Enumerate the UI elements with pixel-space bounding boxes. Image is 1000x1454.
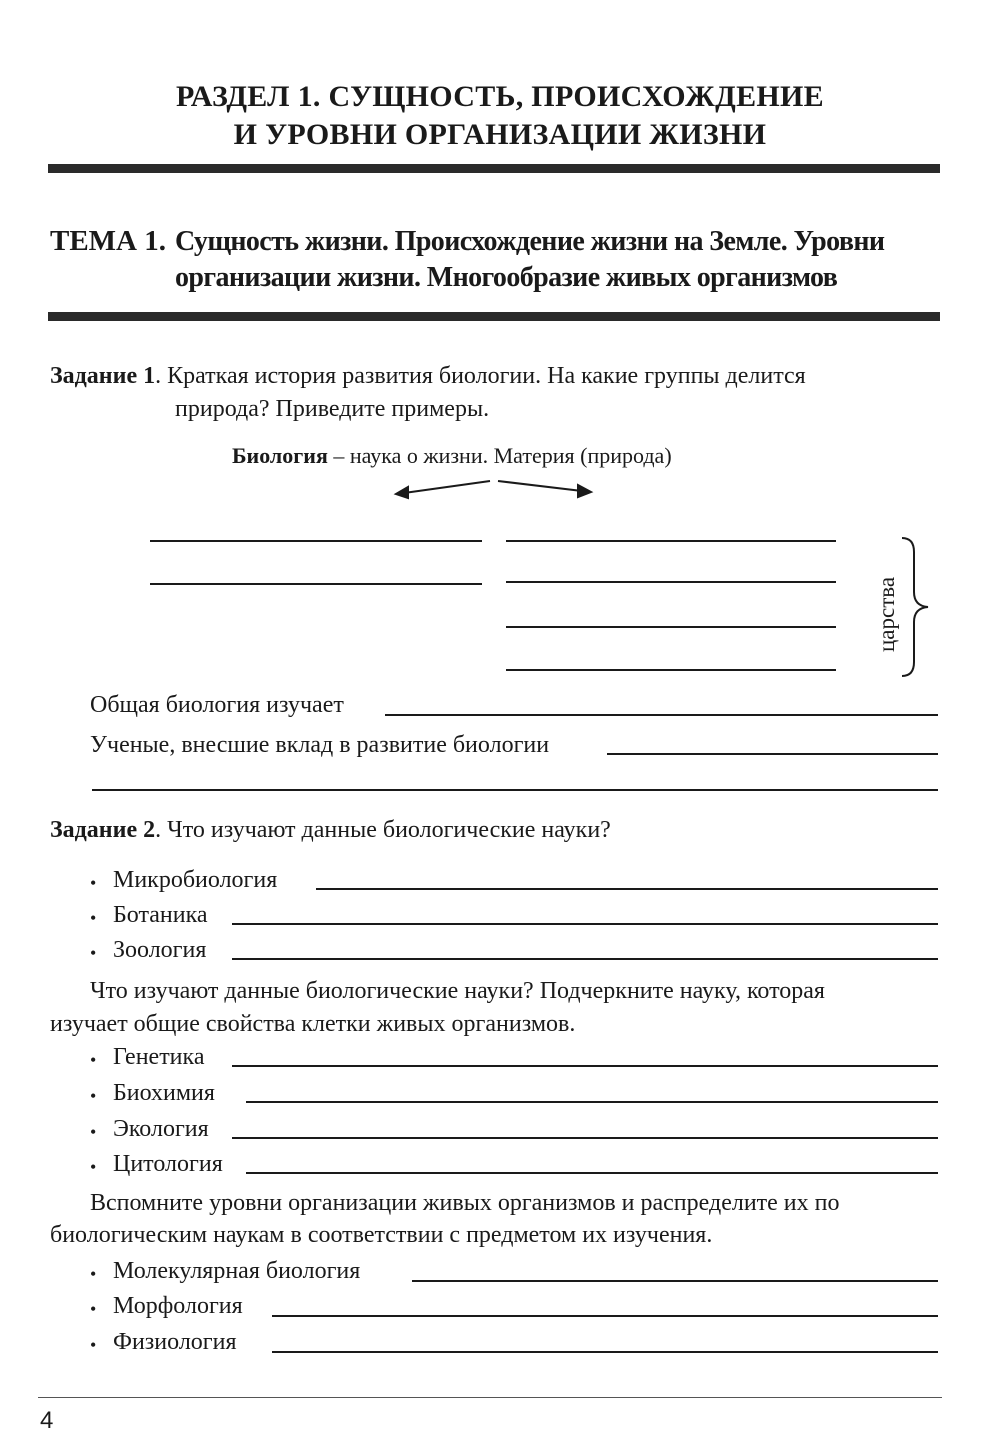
topic-title-line2: организации жизни. Многообразие живых организмов (175, 262, 838, 293)
footer-divider (38, 1397, 942, 1398)
bullet-icon: • (90, 1299, 97, 1319)
section-title-line2: И УРОВНИ ОРГАНИЗАЦИИ ЖИЗНИ (233, 118, 767, 151)
answer-line[interactable] (506, 669, 836, 671)
science-botany: Ботаника (113, 902, 208, 928)
task2-label: Задание 2 (50, 817, 156, 843)
answer-line[interactable] (232, 958, 938, 960)
answer-line[interactable] (232, 1137, 938, 1139)
arrow-left-shaft (404, 481, 490, 493)
bullet-icon: • (90, 1335, 97, 1355)
answer-line[interactable] (506, 581, 836, 583)
arrows-diagram (390, 474, 600, 502)
answer-line[interactable] (506, 626, 836, 628)
bullet-icon: • (90, 1264, 97, 1284)
section-title-line1: РАЗДЕЛ 1. СУЩНОСТЬ, ПРОИСХОЖДЕНИЕ (176, 80, 824, 113)
answer-line[interactable] (150, 583, 482, 585)
task1-label: Задание 1 (50, 363, 156, 389)
science-ecology: Экология (113, 1116, 209, 1142)
curly-brace (898, 536, 932, 678)
answer-line[interactable] (506, 540, 836, 542)
bullet-icon: • (90, 873, 97, 893)
topic-title-line1: Сущность жизни. Происхождение жизни на Земле. Уровни (175, 226, 885, 257)
biology-term: Биология (232, 443, 328, 468)
science-cytology: Цитология (113, 1151, 223, 1177)
answer-line[interactable] (412, 1280, 938, 1282)
science-molecular-biology: Молекулярная биология (113, 1258, 361, 1284)
bullet-icon: • (90, 943, 97, 963)
answer-line[interactable] (272, 1351, 938, 1353)
task2-question: . Что изучают данные биологические науки? (155, 817, 611, 843)
bullet-icon: • (90, 1086, 97, 1106)
general-biology-label: Общая биология изучает (90, 692, 344, 718)
biology-definition-text: – наука о жизни. Материя (природа) (327, 443, 672, 468)
arrow-left-head (396, 487, 408, 498)
task1-question: . Краткая история развития биологии. На какие группы делится (155, 363, 806, 389)
page-number: 4 (40, 1407, 54, 1434)
answer-line[interactable] (232, 1065, 938, 1067)
bullet-icon: • (90, 1050, 97, 1070)
science-biochemistry: Биохимия (113, 1080, 215, 1106)
science-physiology: Физиология (113, 1329, 237, 1355)
science-morphology: Морфология (113, 1293, 243, 1319)
answer-line[interactable] (316, 888, 938, 890)
answer-line[interactable] (385, 714, 938, 716)
answer-line[interactable] (150, 540, 482, 542)
bullet-icon: • (90, 1157, 97, 1177)
topic-divider (48, 312, 940, 321)
task2-paragraph3-line2: биологическим наукам в соответствии с предметом их изучения. (50, 1222, 713, 1248)
scientists-label: Ученые, внесшие вклад в развитие биологии (90, 732, 550, 758)
bullet-icon: • (90, 908, 97, 928)
task1-prompt-line1 (50, 363, 806, 390)
answer-line[interactable] (246, 1172, 938, 1174)
arrow-right-shaft (498, 481, 582, 491)
topic-label: ТЕМА 1. (50, 225, 166, 257)
task2-prompt (50, 817, 611, 844)
arrow-right-head (578, 485, 591, 497)
answer-line[interactable] (272, 1315, 938, 1317)
science-zoology: Зоология (113, 937, 207, 963)
bullet-icon: • (90, 1122, 97, 1142)
section-divider (48, 164, 940, 173)
science-genetics: Генетика (113, 1044, 205, 1070)
kingdoms-label: царства (874, 576, 899, 652)
answer-line[interactable] (607, 753, 938, 755)
task2-paragraph3-line1: Вспомните уровни организации живых организмов и распределите их по (90, 1190, 840, 1216)
task1-prompt-line2: природа? Приведите примеры. (175, 396, 490, 422)
answer-line[interactable] (92, 789, 938, 791)
answer-line[interactable] (232, 923, 938, 925)
answer-line[interactable] (246, 1101, 938, 1103)
science-microbiology: Микробиология (113, 867, 278, 893)
biology-definition (232, 443, 672, 469)
task2-paragraph2-line1: Что изучают данные биологические науки? Подчеркните науку, которая (90, 978, 825, 1004)
task2-paragraph2-line2: изучает общие свойства клетки живых организмов. (50, 1011, 576, 1037)
